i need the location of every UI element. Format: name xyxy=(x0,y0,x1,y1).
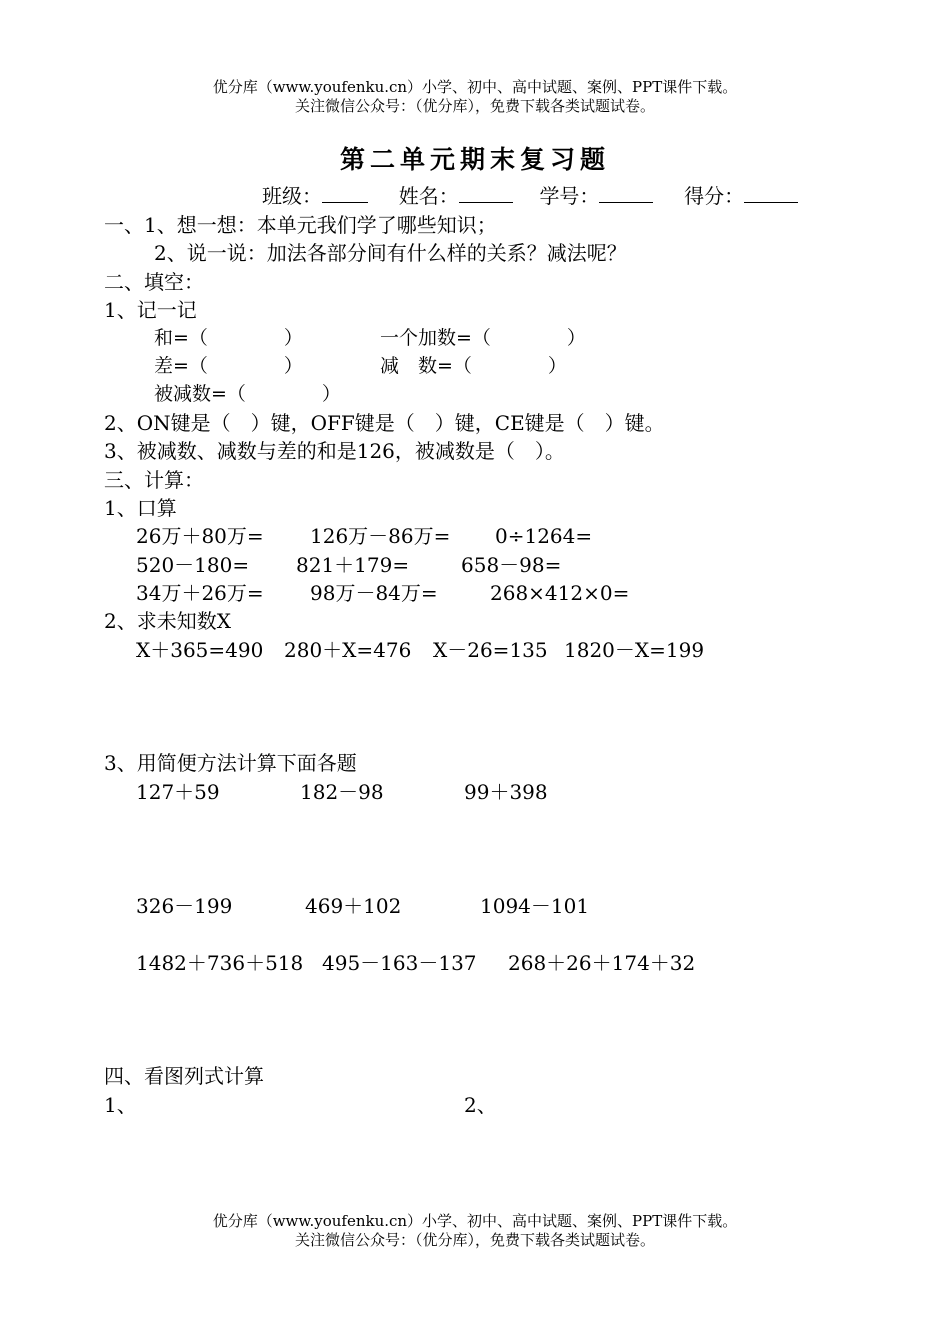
simple-item: 268＋26＋174＋32 xyxy=(508,951,696,975)
oral-item: 126万－86万= xyxy=(310,524,451,548)
oral-item: 520－180= xyxy=(136,553,250,577)
section2-heading: 二、填空： xyxy=(104,270,204,294)
simple-item: 326－199 xyxy=(136,894,233,918)
class-label: 班级： xyxy=(262,184,322,208)
section4-item-2: 2、 xyxy=(464,1093,497,1117)
unknown-item: 280＋X=476 xyxy=(284,638,412,662)
simple-item: 127＋59 xyxy=(136,780,220,804)
section3-heading: 三、计算： xyxy=(104,468,204,492)
oral-title: 1、口算 xyxy=(104,496,177,520)
section1-q2: 2、说一说：加法各部分间有什么样的关系？减法呢？ xyxy=(154,241,627,265)
simple-item: 99＋398 xyxy=(464,780,548,804)
id-label: 学号： xyxy=(539,184,600,208)
section4-item-1: 1、 xyxy=(104,1093,137,1117)
oral-item: 658－98= xyxy=(461,553,562,577)
fill-beijianshu: 被减数=（ ） xyxy=(154,383,341,405)
footer-line-2: 关注微信公众号：（优分库），免费下载各类试题试卷。 xyxy=(294,1231,655,1249)
simple-item: 469＋102 xyxy=(305,894,402,918)
fill-cha: 差=（ ） xyxy=(154,355,303,377)
oral-item: 268×412×0= xyxy=(490,581,630,605)
oral-item: 26万＋80万= xyxy=(136,524,264,548)
fill-jianshu: 减 数=（ ） xyxy=(380,355,567,377)
id-blank[interactable] xyxy=(599,184,653,203)
simple-item: 495－163－137 xyxy=(322,951,477,975)
oral-item: 821＋179= xyxy=(296,553,410,577)
oral-item: 34万＋26万= xyxy=(136,581,264,605)
section2-q1-title: 1、记一记 xyxy=(104,298,197,322)
section2-q2: 2、ON键是（ ）键，OFF键是（ ）键，CE键是（ ）键。 xyxy=(104,411,665,435)
fill-jiashu: 一个加数=（ ） xyxy=(380,327,586,349)
name-blank[interactable] xyxy=(459,184,513,203)
oral-item: 0÷1264= xyxy=(495,524,593,548)
fill-he: 和=（ ） xyxy=(154,327,303,349)
class-blank[interactable] xyxy=(322,184,368,203)
score-label: 得分： xyxy=(684,184,745,208)
header-line-2: 关注微信公众号：（优分库），免费下载各类试题试卷。 xyxy=(294,97,655,115)
footer-line-1: 优分库（www.youfenku.cn）小学、初中、高中试题、案例、PPT课件下载。 xyxy=(212,1212,738,1230)
page-title: 第二单元期末复习题 xyxy=(339,145,610,174)
section2-q3: 3、被减数、减数与差的和是126，被减数是（ ）。 xyxy=(104,439,565,463)
section1-q1: 一、1、想一想：本单元我们学了哪些知识； xyxy=(104,213,497,237)
simple-item: 182－98 xyxy=(300,780,384,804)
header-line-1: 优分库（www.youfenku.cn）小学、初中、高中试题、案例、PPT课件下载。 xyxy=(212,78,738,96)
simple-item: 1482＋736＋518 xyxy=(136,951,304,975)
unknown-item: 1820－X=199 xyxy=(564,638,705,662)
unknown-item: X－26=135 xyxy=(433,638,548,662)
score-blank[interactable] xyxy=(744,184,798,203)
info-line xyxy=(262,184,798,208)
oral-item: 98万－84万= xyxy=(310,581,438,605)
simple-title: 3、用简便方法计算下面各题 xyxy=(104,751,357,775)
unknown-item: X＋365=490 xyxy=(136,638,264,662)
section4-heading: 四、看图列式计算 xyxy=(104,1064,264,1088)
unknown-title: 2、求未知数X xyxy=(104,609,231,633)
simple-item: 1094－101 xyxy=(480,894,590,918)
name-label: 姓名： xyxy=(398,184,459,208)
